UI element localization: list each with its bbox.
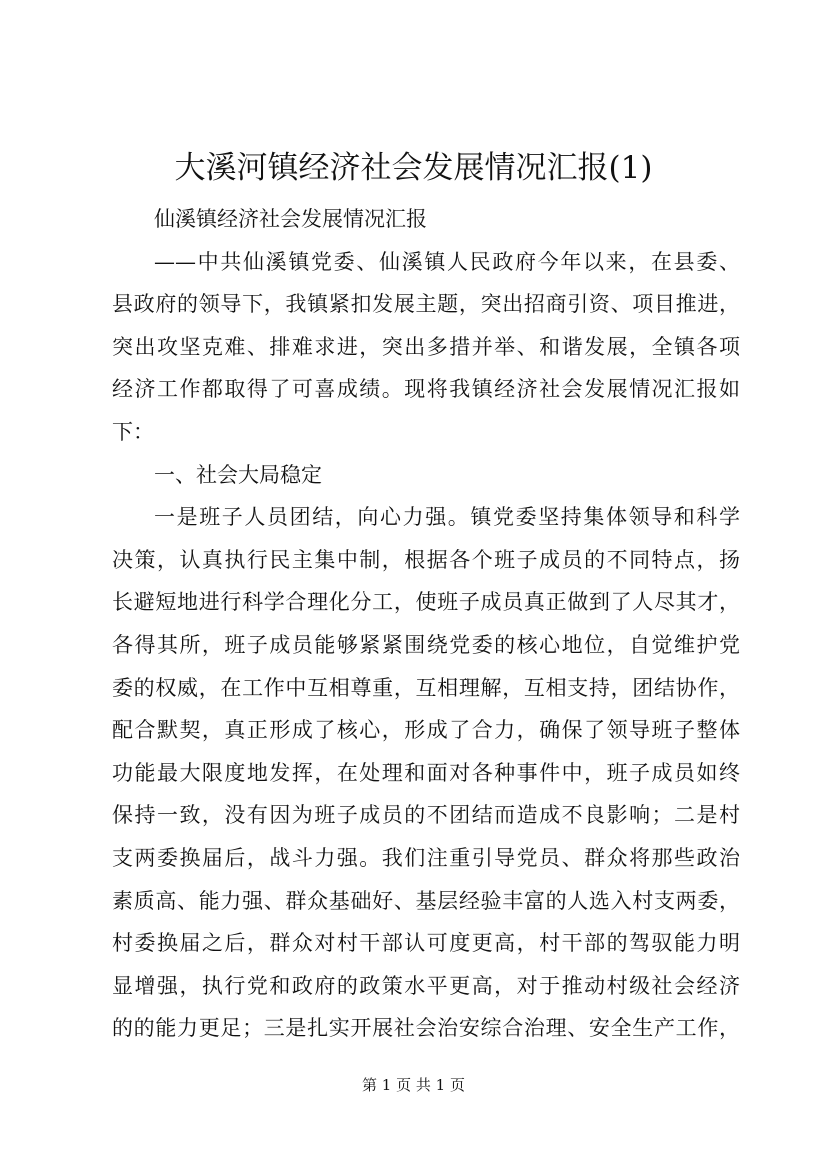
body-line: 下： (112, 419, 154, 444)
body-line: 县政府的领导下，我镇紧扣发展主题，突出招商引资、项目推进， (112, 292, 740, 317)
body-line: 配合默契，真正形成了核心，形成了合力，确保了领导班子整体 (112, 718, 740, 743)
body-line: 决策，认真执行民主集中制，根据各个班子成员的不同特点，扬 (112, 547, 740, 572)
body-line: 一是班子人员团结，向心力强。镇党委坚持集体领导和科学 (154, 505, 740, 530)
body-line: 的的能力更足；三是扎实开展社会治安综合治理、安全生产工作， (112, 1016, 740, 1041)
body-line: 仙溪镇经济社会发展情况汇报 (154, 207, 427, 231)
document-body (112, 198, 740, 1050)
body-line: 委的权威，在工作中互相尊重，互相理解，互相支持，团结协作， (112, 675, 740, 700)
body-line: 素质高、能力强、群众基础好、基层经验丰富的人选入村支两委， (112, 888, 740, 913)
body-line: 显增强，执行党和政府的政策水平更高，对于推动村级社会经济 (112, 973, 740, 998)
body-line: 功能最大限度地发挥，在处理和面对各种事件中，班子成员如终 (112, 760, 740, 785)
body-line: 长避短地进行科学合理化分工，使班子成员真正做到了人尽其才， (112, 590, 740, 615)
document-title: 大溪河镇经济社会发展情况汇报(1) (174, 150, 653, 186)
body-line: 保持一致，没有因为班子成员的不团结而造成不良影响；二是村 (112, 803, 740, 828)
body-line: 经济工作都取得了可喜成绩。现将我镇经济社会发展情况汇报如 (112, 377, 740, 402)
body-line: 突出攻坚克难、排难求进，突出多措并举、和谐发展，全镇各项 (112, 334, 740, 359)
body-line: 各得其所，班子成员能够紧紧围绕党委的核心地位，自觉维护党 (112, 632, 740, 657)
body-line: 村委换届之后，群众对村干部认可度更高，村干部的驾驭能力明 (112, 931, 740, 956)
page-footer: 第 1 页 共 1 页 (362, 1076, 465, 1094)
body-line: 一、社会大局稳定 (154, 462, 322, 487)
body-line: ——中共仙溪镇党委、仙溪镇人民政府今年以来，在县委、 (154, 249, 740, 274)
body-line: 支两委换届后，战斗力强。我们注重引导党员、群众将那些政治 (112, 845, 740, 870)
